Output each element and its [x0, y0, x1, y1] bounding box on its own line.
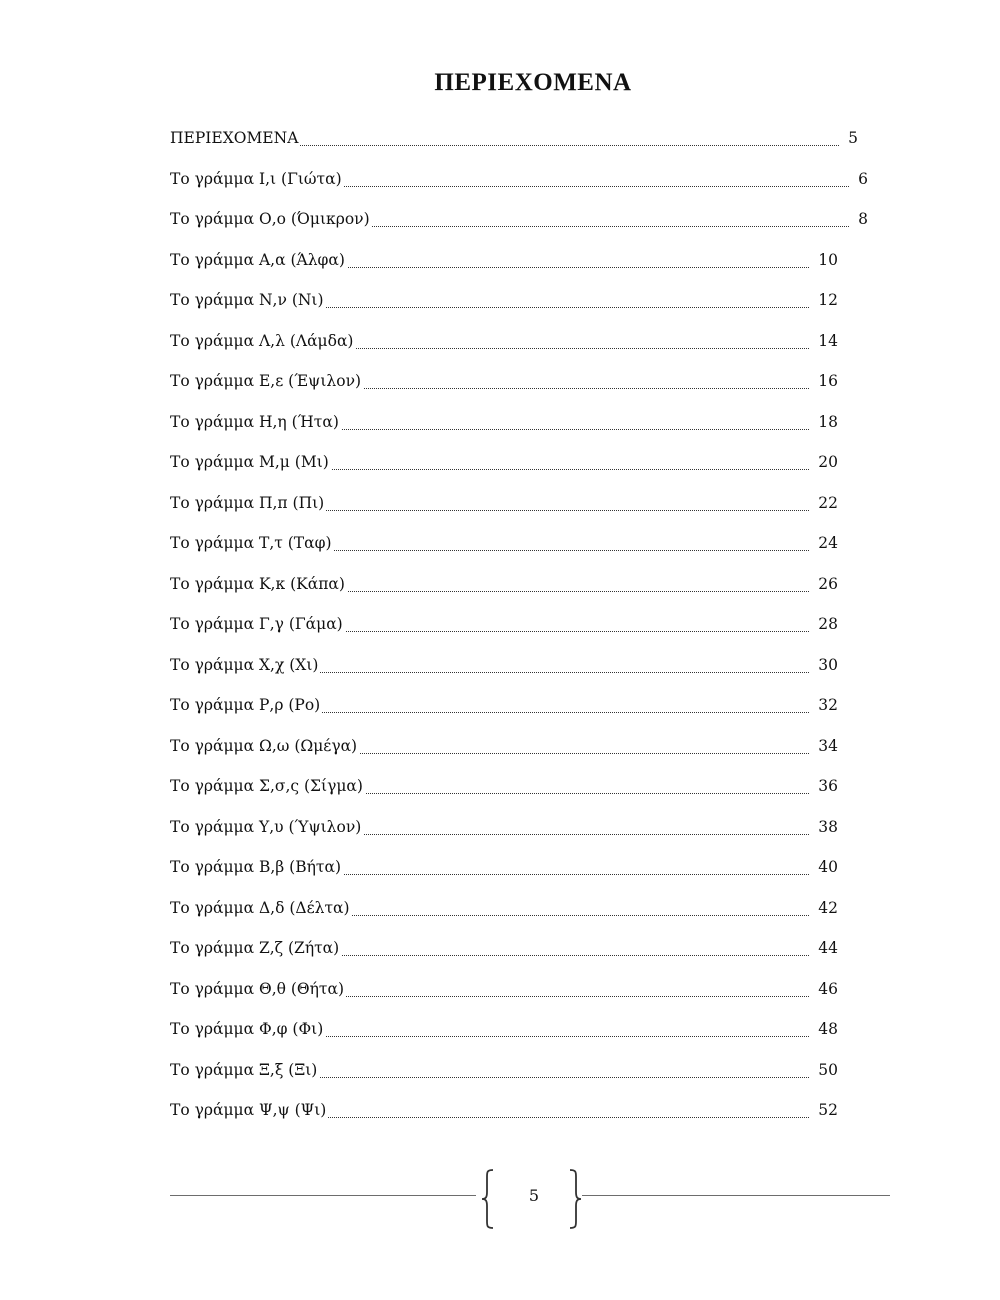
toc-entry-title: Το γράμμα Θ,θ (Θήτα): [170, 971, 346, 1007]
toc-entry-page: 38: [815, 809, 838, 845]
toc-entry[interactable]: [170, 566, 870, 607]
toc-entry-page: 12: [815, 282, 838, 318]
toc-entry-page: 32: [815, 687, 838, 723]
toc-entry[interactable]: [170, 606, 870, 647]
toc-entry-page: 34: [815, 728, 838, 764]
toc-entry[interactable]: [170, 687, 870, 728]
toc-entry-title: Το γράμμα Γ,γ (Γάμα): [170, 606, 345, 642]
toc-entry-title: Το γράμμα Ι,ι (Γιώτα): [170, 161, 344, 197]
toc-entry[interactable]: [170, 282, 870, 323]
toc-entry-title: Το γράμμα Χ,χ (Χι): [170, 647, 320, 683]
page-title: ΠΕΡΙΕΧΟΜΕΝΑ: [434, 68, 632, 96]
toc-entry-page: 52: [815, 1092, 838, 1128]
left-brace-icon: [480, 1168, 496, 1230]
toc-entry-page: 30: [815, 647, 838, 683]
toc-entry-page: 42: [815, 890, 838, 926]
toc-entry[interactable]: [170, 120, 870, 161]
toc-entry-title: Το γράμμα Β,β (Βήτα): [170, 849, 343, 885]
toc-entry[interactable]: [170, 161, 870, 202]
toc-entry[interactable]: [170, 1092, 870, 1133]
toc-entry[interactable]: [170, 404, 870, 445]
page-footer: [170, 1168, 890, 1230]
toc-entry-title: ΠΕΡΙΕΧΟΜΕΝΑ: [170, 120, 300, 156]
toc-entry[interactable]: [170, 1052, 870, 1093]
toc-entry[interactable]: [170, 849, 870, 890]
toc-entry[interactable]: [170, 363, 870, 404]
toc-entry-title: Το γράμμα Ω,ω (Ωμέγα): [170, 728, 359, 764]
toc-entry-title: Το γράμμα Λ,λ (Λάμδα): [170, 323, 355, 359]
toc-entry-title: Το γράμμα Η,η (Ήτα): [170, 404, 341, 440]
toc-entry-title: Το γράμμα Φ,φ (Φι): [170, 1011, 325, 1047]
toc-entry-page: 26: [815, 566, 838, 602]
toc-entry-title: Το γράμμα Υ,υ (Ύψιλον): [170, 809, 363, 845]
toc-entry-page: 10: [815, 242, 838, 278]
toc-entry[interactable]: [170, 768, 870, 809]
toc-entry[interactable]: [170, 485, 870, 526]
toc-entry-page: 14: [815, 323, 838, 359]
toc-entry-title: Το γράμμα Τ,τ (Ταφ): [170, 525, 334, 561]
toc-entry[interactable]: [170, 647, 870, 688]
toc-entry-page: 18: [815, 404, 838, 440]
toc-entry[interactable]: [170, 1011, 870, 1052]
toc-entry-title: Το γράμμα Ρ,ρ (Ρο): [170, 687, 322, 723]
toc-entry-title: Το γράμμα Ζ,ζ (Ζήτα): [170, 930, 341, 966]
toc-entry-title: Το γράμμα Α,α (Άλφα): [170, 242, 347, 278]
toc-entry[interactable]: [170, 930, 870, 971]
toc-entry-page: 5: [845, 120, 858, 156]
toc-entry[interactable]: [170, 890, 870, 931]
toc-entry-page: 20: [815, 444, 838, 480]
toc-entry-title: Το γράμμα Μ,μ (Μι): [170, 444, 331, 480]
footer-rule-left: [170, 1195, 476, 1196]
toc-entry-page: 44: [815, 930, 838, 966]
toc-entry[interactable]: [170, 444, 870, 485]
toc-entry[interactable]: [170, 201, 870, 242]
toc-entry-title: Το γράμμα Δ,δ (Δέλτα): [170, 890, 352, 926]
toc-entry-page: 24: [815, 525, 838, 561]
toc-entry-page: 50: [815, 1052, 838, 1088]
toc-entry-title: Το γράμμα Π,π (Πι): [170, 485, 326, 521]
toc-entry-title: Το γράμμα Ψ,ψ (Ψι): [170, 1092, 328, 1128]
page-number: 5: [528, 1186, 540, 1205]
toc-entry-page: 48: [815, 1011, 838, 1047]
toc-entry[interactable]: [170, 809, 870, 850]
table-of-contents: [170, 120, 870, 1133]
toc-entry[interactable]: [170, 525, 870, 566]
toc-entry-title: Το γράμμα Ξ,ξ (Ξι): [170, 1052, 319, 1088]
toc-entry-title: Το γράμμα Ν,ν (Νι): [170, 282, 326, 318]
toc-entry-page: 46: [815, 971, 838, 1007]
right-brace-icon: [567, 1168, 583, 1230]
toc-entry[interactable]: [170, 242, 870, 283]
toc-entry[interactable]: [170, 728, 870, 769]
toc-entry[interactable]: [170, 971, 870, 1012]
toc-entry-title: Το γράμμα Ε,ε (Έψιλον): [170, 363, 363, 399]
toc-entry-page: 36: [815, 768, 838, 804]
toc-entry-page: 8: [855, 201, 868, 237]
toc-entry-title: Το γράμμα Κ,κ (Κάπα): [170, 566, 347, 602]
toc-entry-page: 22: [815, 485, 838, 521]
toc-entry-page: 16: [815, 363, 838, 399]
toc-entry[interactable]: [170, 323, 870, 364]
footer-rule-right: [582, 1195, 890, 1196]
toc-entry-title: Το γράμμα Σ,σ,ς (Σίγμα): [170, 768, 365, 804]
toc-entry-page: 28: [815, 606, 838, 642]
toc-entry-title: Το γράμμα Ο,ο (Όμικρον): [170, 201, 372, 237]
toc-entry-page: 40: [815, 849, 838, 885]
toc-entry-page: 6: [855, 161, 868, 197]
